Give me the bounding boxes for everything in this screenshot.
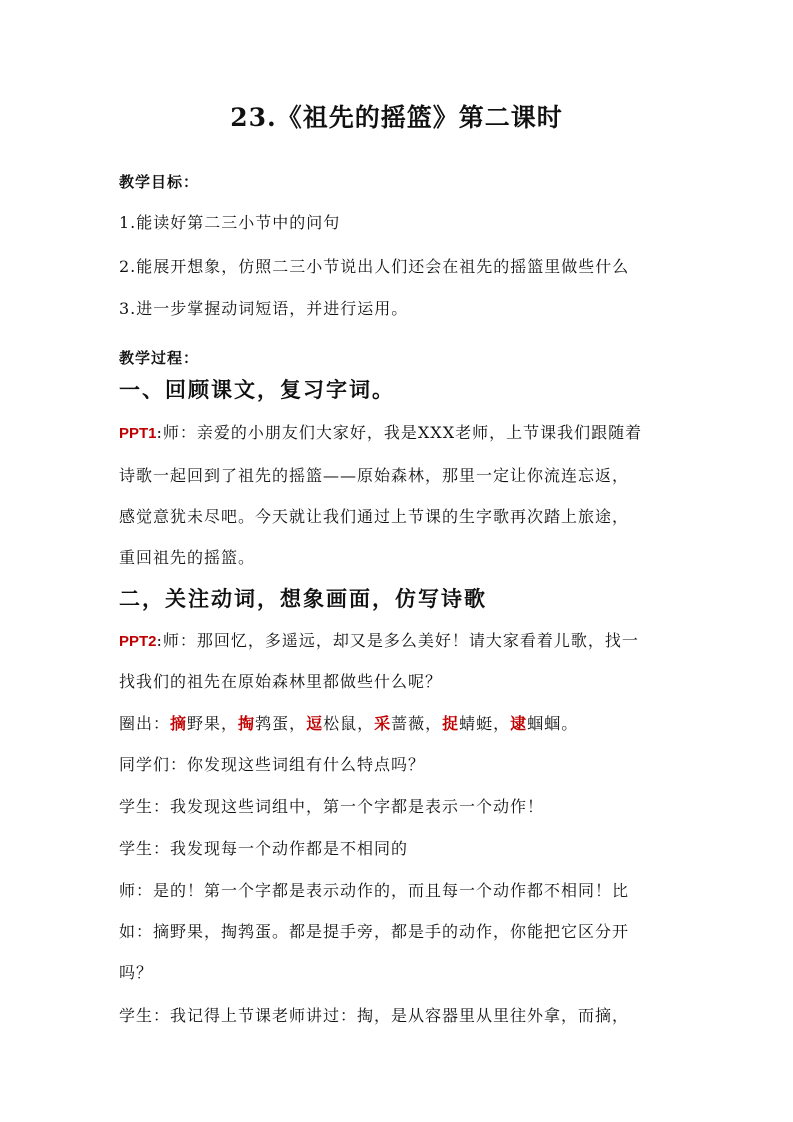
paragraph-text: :师：那回忆，多遥远，却又是多么美好！请大家看着儿歌，找一 [156, 631, 639, 650]
verb-highlight: 逮 [510, 714, 528, 733]
section1-heading: 一、回顾课文，复习字词。 [119, 377, 395, 402]
page-title: 23.《祖先的摇篮》第二课时 [230, 103, 563, 132]
dialogue-line-1: 同学们：你发现这些词组有什么特点吗？ [119, 755, 426, 774]
goal-item-1: 1.能读好第二三小节中的问句 [119, 213, 341, 232]
section1-paragraph-line-3: 感觉意犹未尽吧。今天就让我们通过上节课的生字歌再次踏上旅途， [119, 507, 630, 526]
dialogue-line-3: 学生：我发现每一个动作都是不相同的 [119, 839, 409, 858]
verb-highlight: 掏 [238, 714, 256, 733]
verb-object: 蝈蝈。 [527, 714, 579, 733]
paragraph-text: :师：亲爱的小朋友们大家好，我是XXX老师，上节课我们跟随着 [156, 423, 643, 442]
goals-heading: 教学目标： [119, 173, 200, 191]
verb-highlight: 捉 [442, 714, 460, 733]
goal-item-2: 2.能展开想象，仿照二三小节说出人们还会在祖先的摇篮里做些什么 [119, 257, 630, 276]
dialogue-line-4: 师：是的！第一个字都是表示动作的，而且每一个动作都不相同！比 [119, 881, 630, 900]
section1-paragraph-line-4: 重回祖先的摇篮。 [119, 548, 256, 567]
circle-verbs-line [119, 711, 699, 734]
section2-heading: 二，关注动词，想象画面，仿写诗歌 [119, 586, 487, 611]
verb-highlight: 摘 [170, 714, 188, 733]
section2-paragraph-line-2: 找我们的祖先在原始森林里都做些什么呢？ [119, 672, 443, 691]
section1-paragraph-line-1 [119, 420, 699, 443]
verb-object: 蜻蜓， [459, 714, 511, 733]
verb-highlight: 逗 [306, 714, 324, 733]
verb-object: 野果， [187, 714, 239, 733]
goal-item-3: 3.进一步掌握动词短语，并进行运用。 [119, 299, 409, 318]
ppt1-label: PPT1 [119, 425, 157, 442]
section2-paragraph-line-1 [119, 628, 699, 651]
verb-object: 鹁蛋， [255, 714, 307, 733]
process-heading: 教学过程： [119, 349, 200, 367]
verb-object: 蔷薇， [391, 714, 443, 733]
ppt2-label: PPT2 [119, 633, 157, 650]
circle-prefix: 圈出： [119, 714, 171, 733]
dialogue-line-6: 吗？ [119, 963, 154, 982]
section1-paragraph-line-2: 诗歌一起回到了祖先的摇篮——原始森林，那里一定让你流连忘返， [119, 466, 630, 485]
dialogue-line-7: 学生：我记得上节课老师讲过：掏，是从容器里从里往外拿，而摘， [119, 1006, 630, 1025]
dialogue-line-2: 学生：我发现这些词组中，第一个字都是表示一个动作！ [119, 797, 545, 816]
dialogue-line-5: 如：摘野果，掏鹁蛋。都是提手旁，都是手的动作，你能把它区分开 [119, 922, 630, 941]
verb-highlight: 采 [374, 714, 392, 733]
verb-object: 松鼠， [323, 714, 375, 733]
